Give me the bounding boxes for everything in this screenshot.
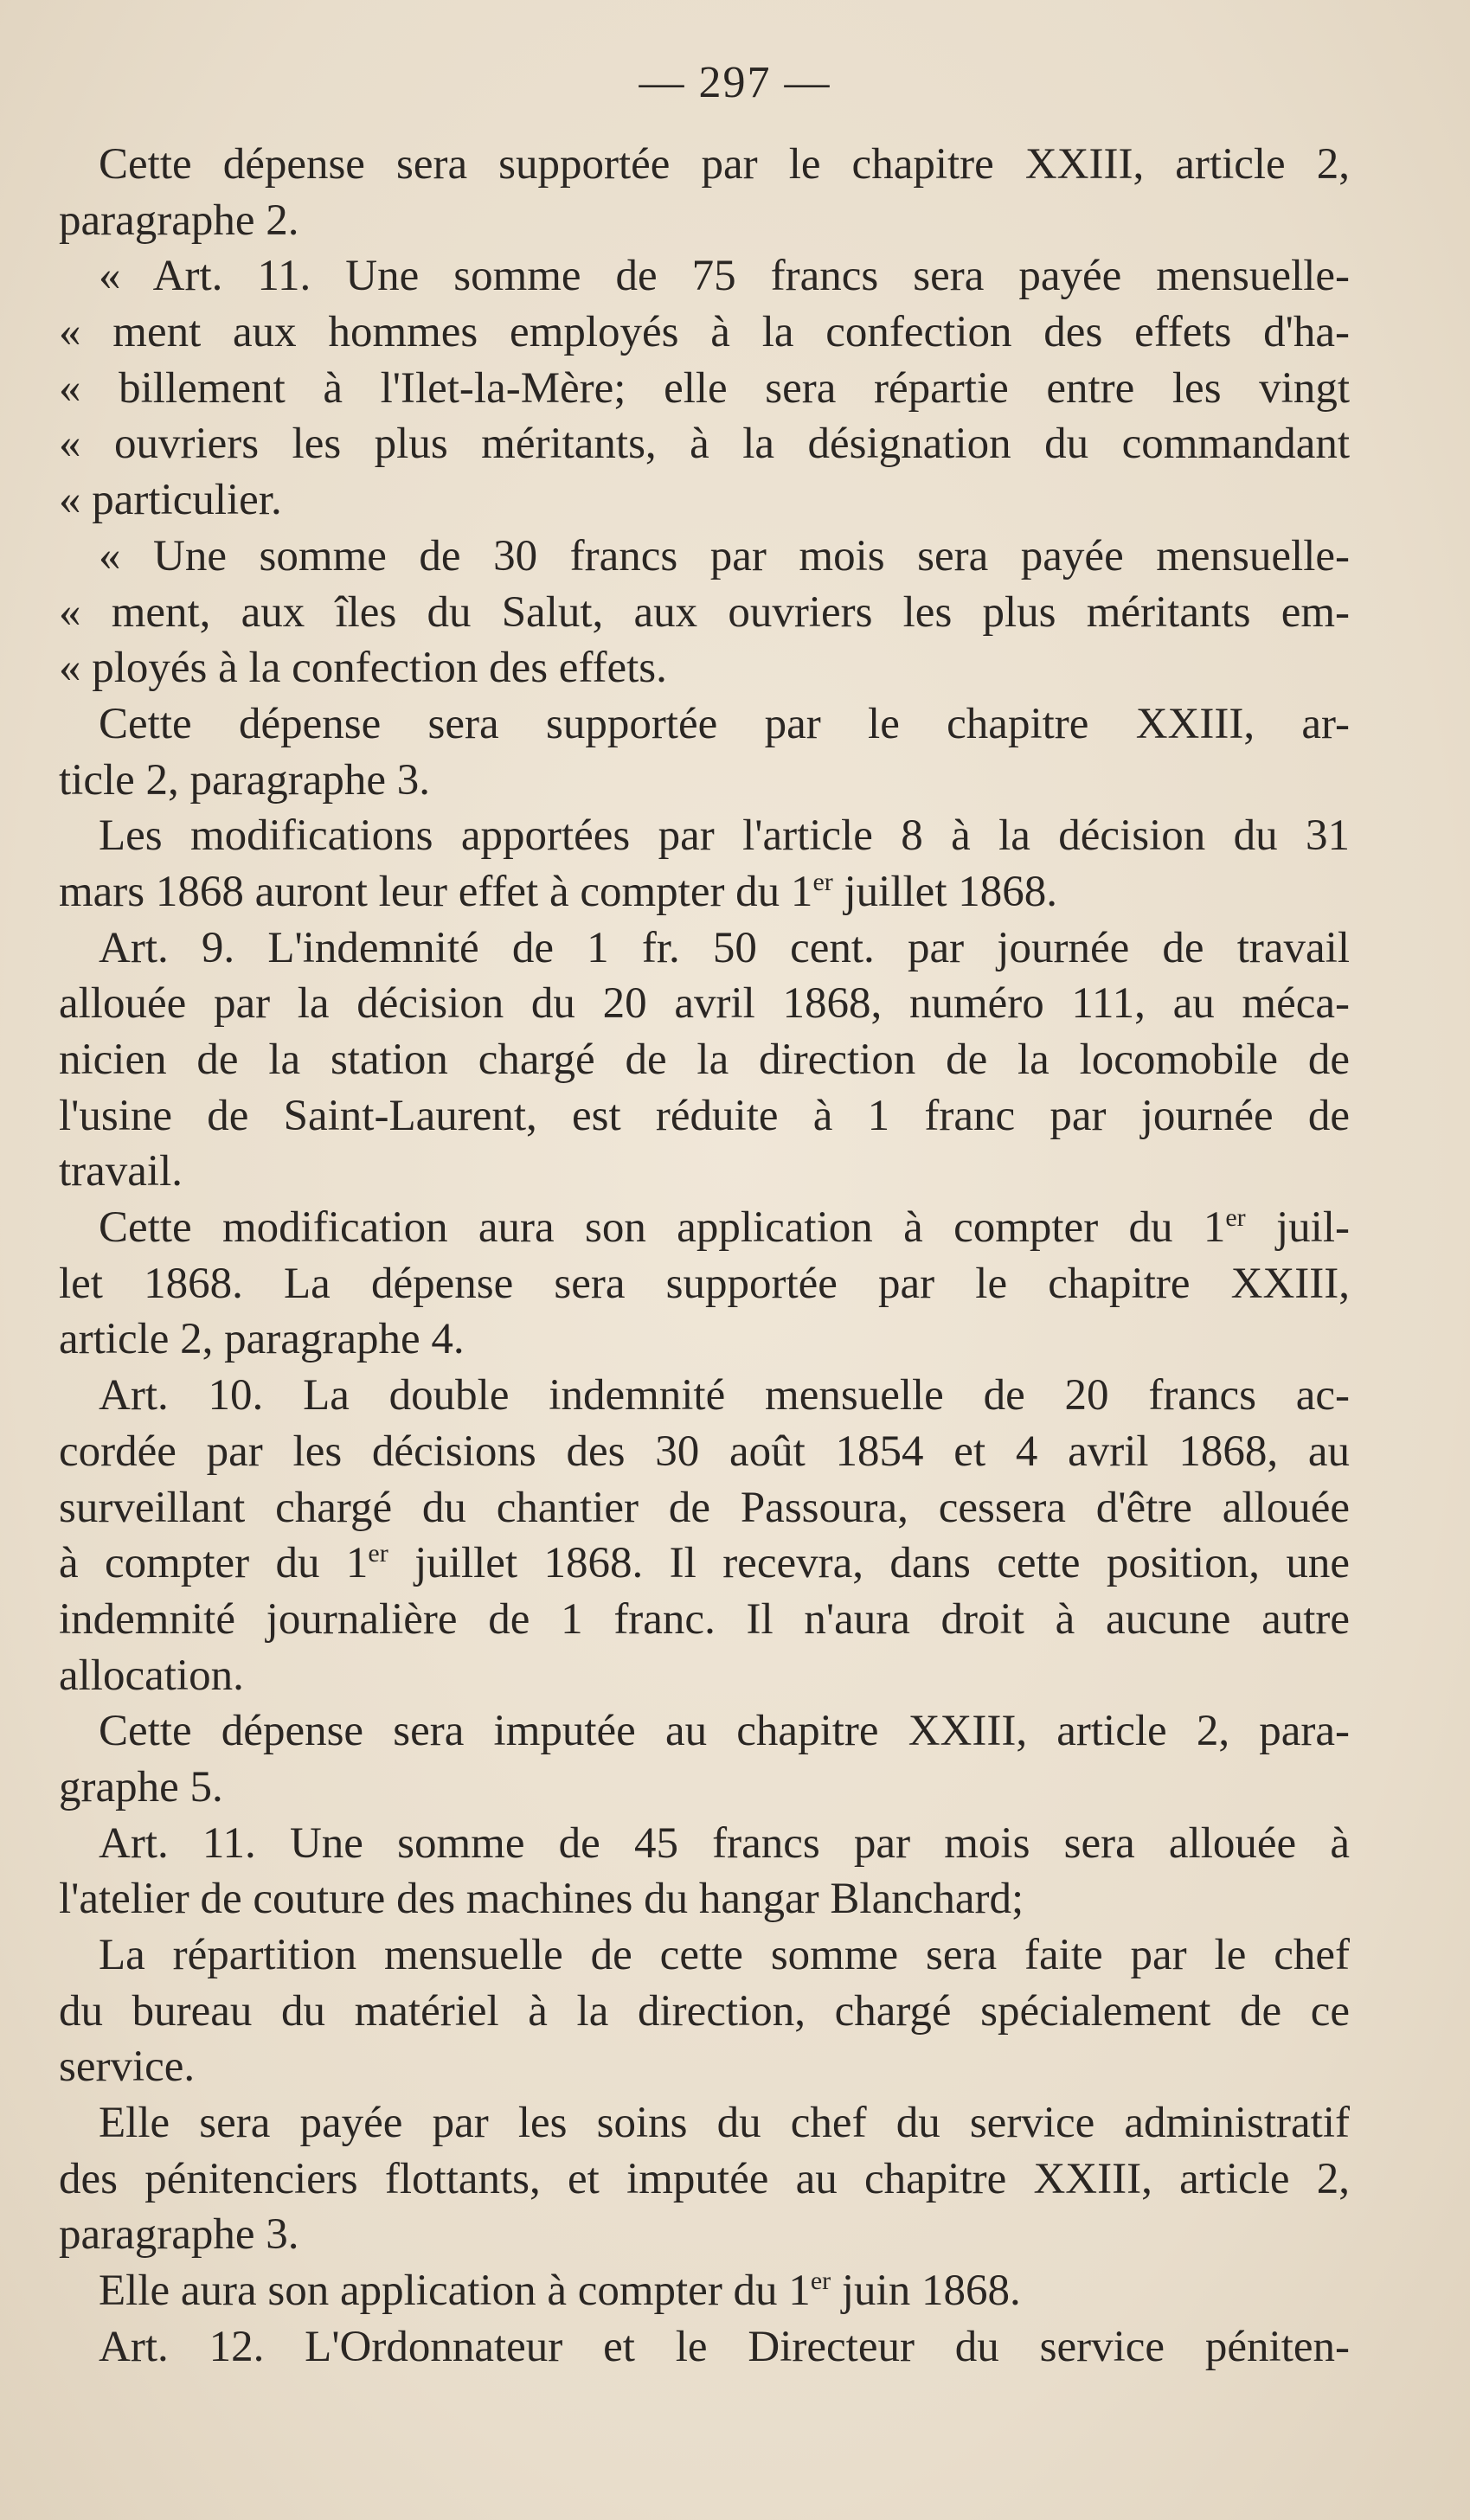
text-line xyxy=(59,1032,1350,1088)
superscript: er xyxy=(1225,1203,1246,1233)
text-line xyxy=(59,1144,1350,1200)
text-line-content: Art. 12. L'Ordonnateur et le Directeur du service péniten- xyxy=(99,2322,1350,2371)
text-line xyxy=(59,1368,1350,1424)
text-line-content: « billement à l'Ilet-la-Mère; elle sera répartie entre les vingt xyxy=(59,363,1350,413)
text-line-content: Elle aura son application à compter du 1 xyxy=(99,2267,811,2316)
text-line xyxy=(59,1648,1350,1704)
text-line-content: travail. xyxy=(59,1147,183,1196)
text-line-content: service. xyxy=(59,2042,196,2092)
superscript: er xyxy=(812,867,833,896)
text-line xyxy=(59,1480,1350,1536)
text-line xyxy=(59,248,1350,305)
text-line-content: Cette dépense sera supportée par le chapitre XXIII, article 2, xyxy=(99,140,1350,189)
text-line-content: mars 1868 auront leur effet à compter du 1 xyxy=(59,867,813,916)
text-line-content: « ouvriers les plus méritants, à la désignation du commandant xyxy=(59,420,1350,469)
text-line-continuation: juillet 1868. xyxy=(832,867,1057,916)
text-line xyxy=(59,361,1350,417)
text-line xyxy=(59,1592,1350,1648)
text-line-content: allocation. xyxy=(59,1651,244,1700)
text-line xyxy=(59,2095,1350,2151)
text-line-content: « ment aux hommes employés à la confection des effets d'ha- xyxy=(59,308,1350,357)
superscript: er xyxy=(810,2267,831,2296)
text-line-content: nicien de la station chargé de la direction de la locomobile de xyxy=(59,1036,1350,1084)
page-number: — 297 — xyxy=(639,58,831,107)
text-line xyxy=(59,1703,1350,1760)
text-line xyxy=(59,137,1350,193)
text-line-content: cordée par les décisions des 30 août 1854 et 4 avril 1868, au xyxy=(59,1427,1350,1476)
text-line-content: article 2, paragraphe 4. xyxy=(59,1315,465,1364)
text-line xyxy=(59,920,1350,977)
text-line-content: des pénitenciers flottants, et imputée au chapitre XXIII, article 2, xyxy=(59,2154,1350,2203)
text-line-content: Les modifications apportées par l'article 8 à la décision du 31 xyxy=(99,811,1350,861)
text-line xyxy=(59,1536,1350,1592)
text-line xyxy=(59,2151,1350,2208)
text-line-content: surveillant chargé du chantier de Passoura, cessera d'être allouée xyxy=(59,1483,1350,1532)
text-line xyxy=(59,1256,1350,1312)
text-line-content: Art. 11. Une somme de 45 francs par mois sera allouée à xyxy=(99,1818,1350,1868)
text-line-content: graphe 5. xyxy=(59,1762,223,1811)
text-line xyxy=(59,976,1350,1032)
text-line-content: l'atelier de couture des machines du hangar Blanchard; xyxy=(59,1875,1024,1924)
text-line xyxy=(59,2263,1350,2319)
text-line xyxy=(59,472,1350,529)
text-line-content: l'usine de Saint-Laurent, est réduite à 1 franc par journée de xyxy=(59,1091,1350,1140)
text-line-content: paragraphe 2. xyxy=(59,196,299,245)
text-line-content: let 1868. La dépense sera supportée par le chapitre XXIII, xyxy=(59,1259,1350,1308)
text-line-content: Cette dépense sera supportée par le chapitre XXIII, ar- xyxy=(99,699,1350,748)
body-text xyxy=(59,137,1350,2376)
text-line xyxy=(59,2319,1350,2376)
text-line xyxy=(59,193,1350,249)
text-line xyxy=(59,696,1350,753)
text-line-content: du bureau du matériel à la direction, chargé spécialement de ce xyxy=(59,1986,1350,2036)
text-line-continuation: juin 1868. xyxy=(831,2267,1021,2316)
text-line-content: Cette modification aura son application à compter du 1 xyxy=(99,1203,1226,1253)
text-line xyxy=(59,1760,1350,1816)
text-line xyxy=(59,1200,1350,1256)
text-line xyxy=(59,1984,1350,2040)
text-line xyxy=(59,1871,1350,1927)
text-line-continuation: juillet 1868. Il recevra, dans cette position, une xyxy=(388,1539,1351,1588)
text-line xyxy=(59,808,1350,864)
text-line xyxy=(59,864,1350,920)
superscript: er xyxy=(368,1539,388,1568)
text-line-content: La répartition mensuelle de cette somme sera faite par le chef xyxy=(99,1931,1350,1979)
text-line xyxy=(59,305,1350,361)
text-line xyxy=(59,585,1350,641)
text-line xyxy=(59,1424,1350,1480)
text-line-content: Elle sera payée par les soins du chef du service administratif xyxy=(99,2099,1350,2148)
text-line xyxy=(59,1927,1350,1984)
text-line xyxy=(59,1816,1350,1872)
text-line-content: « ment, aux îles du Salut, aux ouvriers les plus méritants em- xyxy=(59,587,1350,637)
text-line-content: paragraphe 3. xyxy=(59,2210,299,2260)
text-line-content: allouée par la décision du 20 avril 1868, numéro 111, au méca- xyxy=(59,979,1350,1029)
text-line xyxy=(59,1311,1350,1368)
text-line-content: ticle 2, paragraphe 3. xyxy=(59,755,431,805)
text-line-content: Art. 9. L'indemnité de 1 fr. 50 cent. par journée de travail xyxy=(99,923,1350,972)
text-line xyxy=(59,2039,1350,2095)
text-line-content: « ployés à la confection des effets. xyxy=(59,644,667,693)
text-line-content: Cette dépense sera imputée au chapitre XXIII, article 2, para- xyxy=(99,1707,1350,1756)
text-line xyxy=(59,640,1350,696)
text-line xyxy=(59,416,1350,472)
text-line xyxy=(59,753,1350,809)
text-line xyxy=(59,1088,1350,1145)
text-line-content: à compter du 1 xyxy=(59,1539,369,1588)
text-line-content: « particulier. xyxy=(59,476,282,525)
text-line-content: indemnité journalière de 1 franc. Il n'aura droit à aucune autre xyxy=(59,1594,1350,1644)
text-line-content: « Art. 11. Une somme de 75 francs sera payée mensuelle- xyxy=(99,252,1350,301)
text-line xyxy=(59,529,1350,585)
text-line-continuation: juil- xyxy=(1245,1203,1351,1253)
text-line-content: « Une somme de 30 francs par mois sera payée mensuelle- xyxy=(99,531,1350,580)
text-line xyxy=(59,2207,1350,2263)
text-line-content: Art. 10. La double indemnité mensuelle de 20 francs ac- xyxy=(99,1371,1350,1420)
